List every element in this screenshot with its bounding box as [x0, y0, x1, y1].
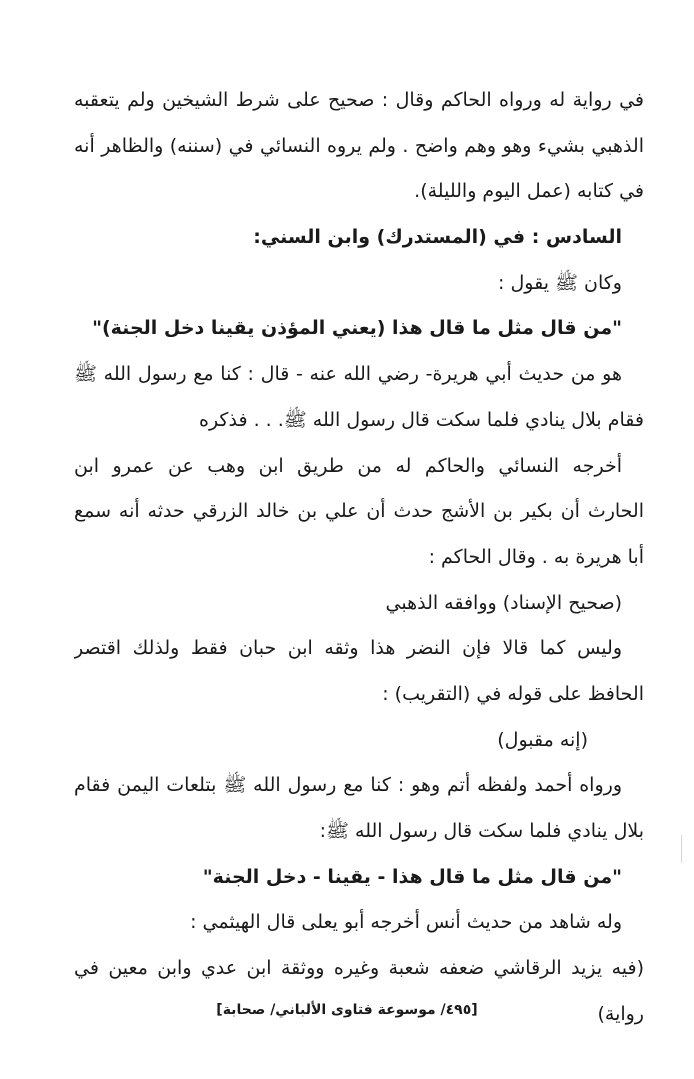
text-line: هو من حديث أبي هريرة- رضي الله عنه - قال : كنا مع رسول الله ﷺ: [74, 363, 622, 386]
text-line: (إنه مقبول): [497, 728, 588, 751]
text-line: رواية): [597, 1002, 644, 1025]
hadith-quote: "من قال مثل ما قال هذا (يعني المؤذن يقينا دخل الجنة)": [92, 317, 622, 340]
text-line: الحافظ على قوله في (التقريب) :: [382, 682, 644, 705]
text-line: بلال ينادي فلما سكت قال رسول الله ﷺ:: [319, 820, 644, 842]
text-line: الذهبي بشيء وهو وهم واضح . ولم يروه النسائي في (سننه) والظاهر أنه: [74, 134, 644, 157]
text-line: أبا هريرة به . وقال الحاكم :: [428, 545, 644, 568]
text-line: وليس كما قالا فإن النضر هذا وثقه ابن حبان فقط ولذلك اقتصر: [74, 637, 622, 660]
text-line: في رواية له ورواه الحاكم وقال : صحيح على شرط الشيخين ولم يتعقبه: [74, 89, 644, 111]
text-line: في كتابه (عمل اليوم والليلة).: [414, 180, 644, 203]
hadith-quote: "من قال مثل ما قال هذا - يقينا - دخل الجنة": [202, 865, 622, 888]
text-line: وكان ﷺ يقول :: [498, 271, 622, 294]
body-text: [74, 78, 644, 1037]
text-line: ورواه أحمد ولفظه أتم وهو : كنا مع رسول الله ﷺ بتلعات اليمن فقام: [74, 774, 622, 797]
text-line: (فيه يزيد الرقاشي ضعفه شعبة وغيره ووثقة ابن عدي وابن معين في: [74, 957, 644, 980]
text-line: فقام بلال ينادي فلما سكت قال رسول الله ﷺ. . . فذكره: [198, 408, 644, 431]
text-line: (صحيح الإسناد) ووافقه الذهبي: [385, 591, 622, 614]
page-footer: [٤٩٥/ موسوعة فتاوى الألباني/ صحابة]: [216, 1002, 478, 1018]
section-heading: السادس : في (المستدرك) وابن السني:: [253, 226, 622, 249]
text-line: الحارث أن بكير بن الأشج حدث أن علي بن خالد الزرقي حدثه أنه سمع: [74, 500, 644, 523]
scan-edge-mark: [681, 835, 682, 863]
text-line: أخرجه النسائي والحاكم له من طريق ابن وهب عن عمرو ابن: [74, 454, 622, 477]
text-line: وله شاهد من حديث أنس أخرجه أبو يعلى قال الهيثمي :: [190, 911, 622, 934]
